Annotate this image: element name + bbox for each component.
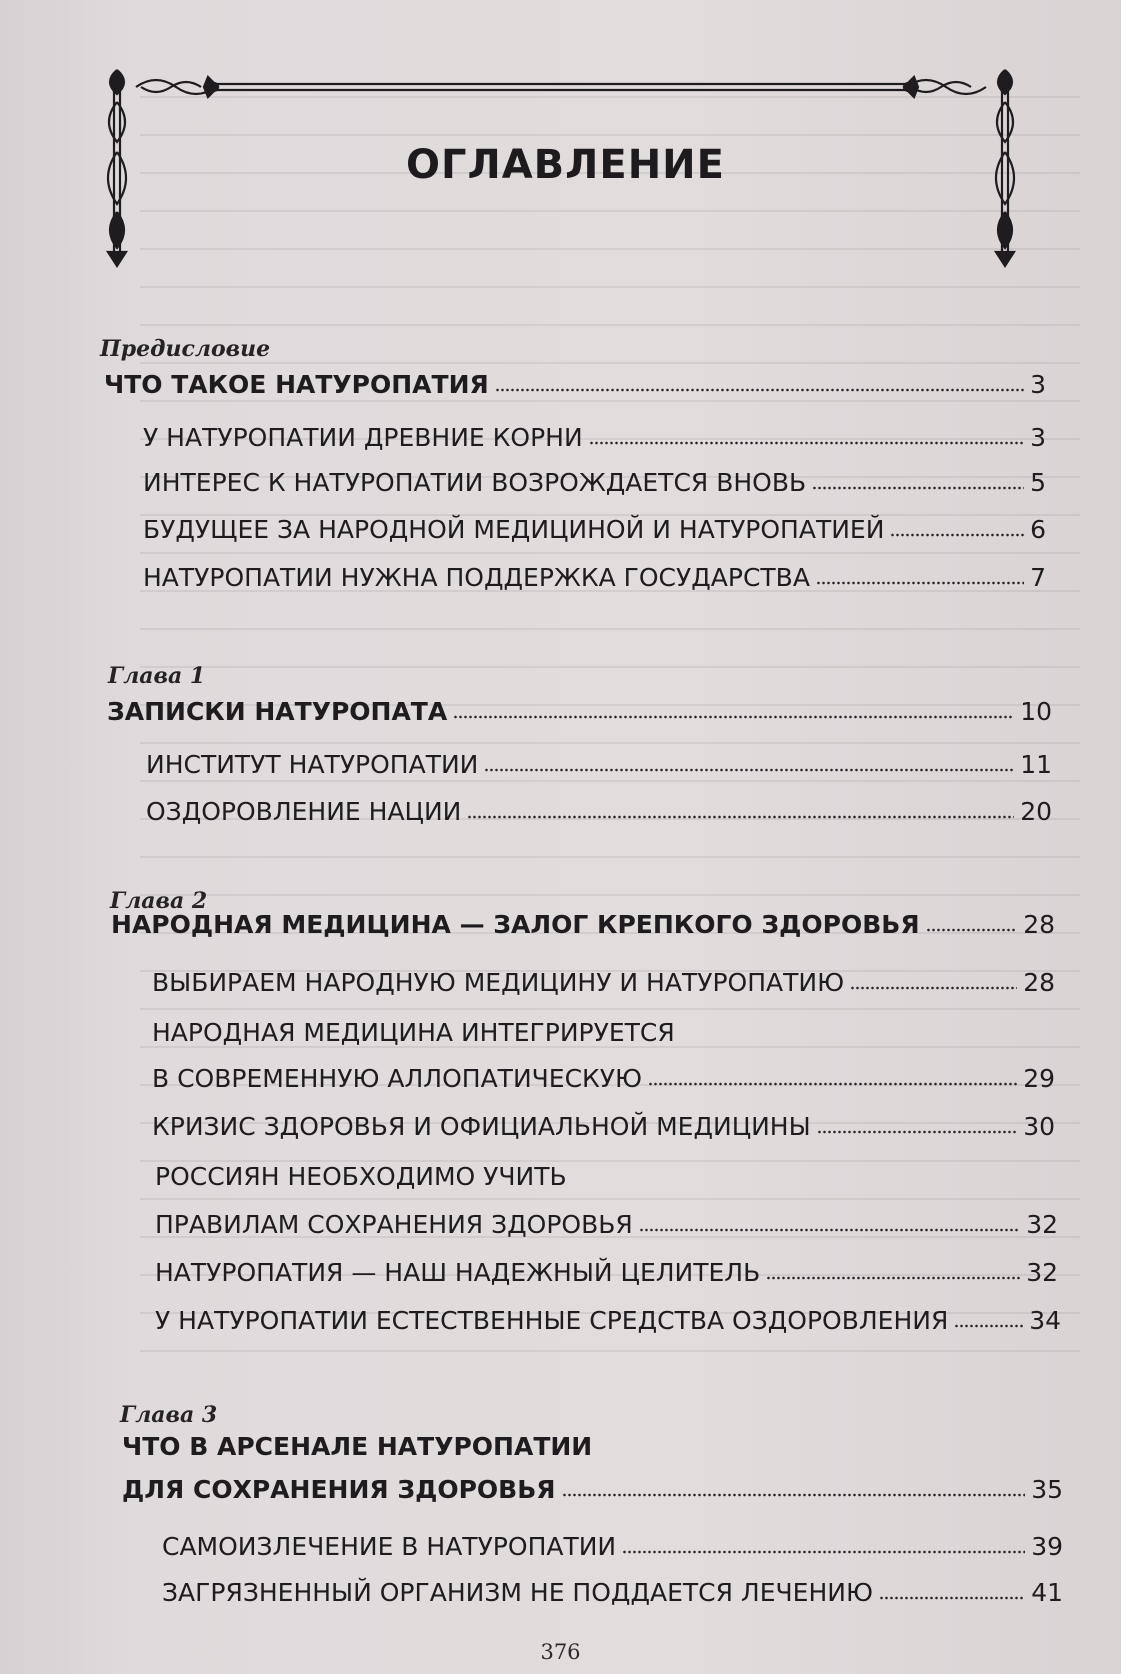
toc-entry-title: ПРАВИЛАМ СОХРАНЕНИЯ ЗДОРОВЬЯ <box>155 1210 633 1239</box>
toc-entry-title: ЧТО В АРСЕНАЛЕ НАТУРОПАТИИ <box>122 1432 593 1461</box>
toc-entry-title: ВЫБИРАЕМ НАРОДНУЮ МЕДИЦИНУ И НАТУРОПАТИЮ <box>152 968 845 997</box>
chapter-label: Глава 2 <box>110 888 208 914</box>
toc-entry[interactable] <box>152 1112 1055 1141</box>
toc-entry-page: 20 <box>1020 797 1052 826</box>
toc-entry-page: 6 <box>1030 515 1046 544</box>
toc-entry-title: ЧТО ТАКОЕ НАТУРОПАТИЯ <box>104 370 489 399</box>
page-number: 376 <box>540 1640 581 1664</box>
toc-entry-title: ИНТЕРЕС К НАТУРОПАТИИ ВОЗРОЖДАЕТСЯ ВНОВЬ <box>143 468 807 497</box>
leader-dots <box>484 768 1014 772</box>
toc-entry-page: 3 <box>1030 370 1046 399</box>
toc-entry-page: 29 <box>1023 1064 1055 1093</box>
toc-entry-page: 32 <box>1026 1210 1058 1239</box>
toc-entry[interactable] <box>107 697 1052 726</box>
toc-entry[interactable] <box>146 797 1052 826</box>
toc-entry[interactable] <box>155 1306 1061 1335</box>
toc-entry-title: ОЗДОРОВЛЕНИЕ НАЦИИ <box>146 797 462 826</box>
toc-entry-title: В СОВРЕМЕННУЮ АЛЛОПАТИЧЕСКУЮ <box>152 1064 643 1093</box>
toc-entry[interactable] <box>162 1532 1063 1561</box>
leader-dots <box>954 1324 1023 1328</box>
preface-label: Предисловие <box>100 336 271 362</box>
toc-entry[interactable] <box>122 1475 1063 1504</box>
toc-entry-title: ЗАГРЯЗНЕННЫЙ ОРГАНИЗМ НЕ ПОДДАЕТСЯ ЛЕЧЕНИЮ <box>162 1578 873 1607</box>
toc-entry-page: 30 <box>1023 1112 1055 1141</box>
toc-entry-page: 28 <box>1023 910 1055 939</box>
leader-dots <box>812 486 1024 490</box>
leader-dots <box>467 815 1014 819</box>
chapter-label: Глава 1 <box>108 663 206 689</box>
leader-dots <box>890 533 1024 537</box>
toc-entry[interactable] <box>146 750 1052 779</box>
toc-entry-page: 32 <box>1026 1258 1058 1287</box>
toc-entry[interactable] <box>143 468 1046 497</box>
toc-entry[interactable] <box>104 370 1046 399</box>
toc-entry-title: САМОИЗЛЕЧЕНИЕ В НАТУРОПАТИИ <box>162 1532 617 1561</box>
leader-dots <box>879 1596 1025 1600</box>
toc-entry-title: НАТУРОПАТИИ НУЖНА ПОДДЕРЖКА ГОСУДАРСТВА <box>143 563 810 592</box>
leader-dots <box>589 441 1024 445</box>
toc-entry[interactable] <box>143 563 1046 592</box>
toc-entry-title: У НАТУРОПАТИИ ЕСТЕСТВЕННЫЕ СРЕДСТВА ОЗДОРОВЛЕНИЯ <box>155 1306 949 1335</box>
toc-entry-page: 5 <box>1030 468 1046 497</box>
toc-entry-title: НАРОДНАЯ МЕДИЦИНА ИНТЕГРИРУЕТСЯ <box>152 1018 675 1047</box>
toc-entry-page: 28 <box>1023 968 1055 997</box>
leader-dots <box>926 928 1018 932</box>
toc-entry[interactable] <box>155 1258 1058 1287</box>
page-title: ОГЛАВЛЕНИЕ <box>406 142 725 188</box>
toc-entry-title: ИНСТИТУТ НАТУРОПАТИИ <box>146 750 479 779</box>
chapter-label: Глава 3 <box>120 1402 218 1428</box>
toc-entry-title: ДЛЯ СОХРАНЕНИЯ ЗДОРОВЬЯ <box>122 1475 556 1504</box>
toc-entry-page: 39 <box>1031 1532 1063 1561</box>
toc-entry[interactable] <box>155 1162 567 1191</box>
toc-entry[interactable] <box>143 515 1046 544</box>
toc-entry-page: 3 <box>1030 423 1046 452</box>
toc-entry-title: БУДУЩЕЕ ЗА НАРОДНОЙ МЕДИЦИНОЙ И НАТУРОПАТИЕЙ <box>143 515 885 544</box>
leader-dots <box>817 1130 1018 1134</box>
toc-entry[interactable] <box>143 423 1046 452</box>
leader-dots <box>453 715 1014 719</box>
toc-entry-page: 7 <box>1030 563 1046 592</box>
leader-dots <box>648 1082 1017 1086</box>
toc-entry-page: 11 <box>1020 750 1052 779</box>
leader-dots <box>562 1493 1026 1497</box>
leader-dots <box>639 1228 1020 1232</box>
toc-entry[interactable] <box>152 1018 675 1047</box>
leader-dots <box>816 581 1024 585</box>
toc-entry[interactable] <box>152 968 1055 997</box>
toc-entry-title: У НАТУРОПАТИИ ДРЕВНИЕ КОРНИ <box>143 423 583 452</box>
toc-entry-title: ЗАПИСКИ НАТУРОПАТА <box>107 697 448 726</box>
toc-entry-title: КРИЗИС ЗДОРОВЬЯ И ОФИЦИАЛЬНОЙ МЕДИЦИНЫ <box>152 1112 811 1141</box>
toc-entry[interactable] <box>122 1432 592 1461</box>
toc-entry-page: 34 <box>1029 1306 1061 1335</box>
toc-entry[interactable] <box>155 1210 1058 1239</box>
leader-dots <box>495 388 1024 392</box>
toc-entry-page: 10 <box>1020 697 1052 726</box>
leader-dots <box>622 1550 1025 1554</box>
toc-entry-page: 35 <box>1031 1475 1063 1504</box>
toc-entry-page: 41 <box>1031 1578 1063 1607</box>
leader-dots <box>850 986 1017 990</box>
leader-dots <box>766 1276 1020 1280</box>
toc-entry-title: НАТУРОПАТИЯ — НАШ НАДЕЖНЫЙ ЦЕЛИТЕЛЬ <box>155 1258 761 1287</box>
toc-entry-title: РОССИЯН НЕОБХОДИМО УЧИТЬ <box>155 1162 567 1191</box>
toc-entry-title: НАРОДНАЯ МЕДИЦИНА — ЗАЛОГ КРЕПКОГО ЗДОРОВЬЯ <box>111 910 920 939</box>
toc-entry[interactable] <box>152 1064 1055 1093</box>
toc-entry[interactable] <box>162 1578 1063 1607</box>
toc-entry[interactable] <box>111 910 1055 939</box>
